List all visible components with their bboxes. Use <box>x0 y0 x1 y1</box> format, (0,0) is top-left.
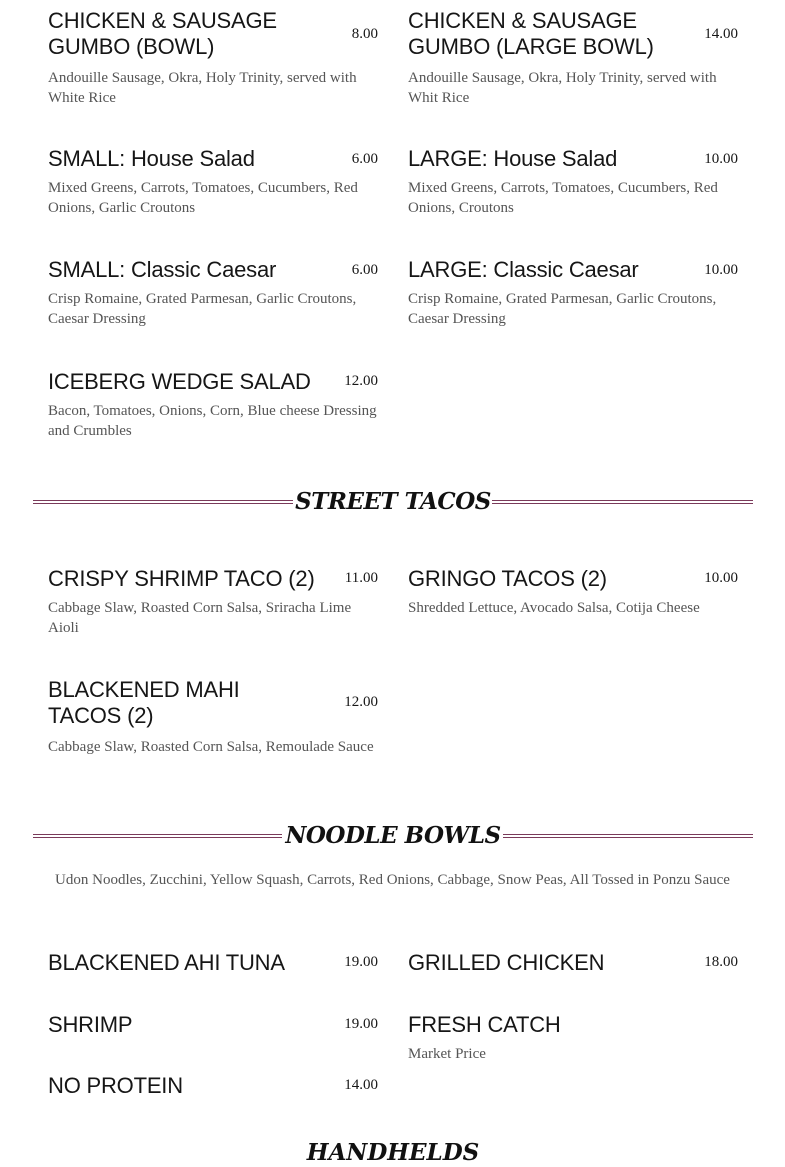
menu-item-price: 18.00 <box>704 954 738 970</box>
menu-item-price: 11.00 <box>344 570 378 586</box>
menu-item-price: 6.00 <box>351 262 378 278</box>
menu-item-name: GRILLED CHICKEN <box>408 950 605 975</box>
menu-item-description: Crisp Romaine, Grated Parmesan, Garlic Croutons, Caesar Dressing <box>408 291 717 327</box>
section-header-street-tacos <box>33 488 753 518</box>
menu-item <box>408 566 738 618</box>
menu-item <box>408 8 738 108</box>
section-header-handhelds <box>33 1139 753 1166</box>
menu-item <box>408 1012 738 1064</box>
menu-item-description: Cabbage Slaw, Roasted Corn Salsa, Remoulade Sauce <box>48 739 374 755</box>
menu-item-price: 14.00 <box>344 1077 378 1093</box>
menu-item-name: LARGE: Classic Caesar <box>408 257 639 282</box>
section-note: Udon Noodles, Zucchini, Yellow Squash, Carrots, Red Onions, Cabbage, Snow Peas, All Tossed in Ponzu Sauce <box>55 872 730 888</box>
menu-item-price: 10.00 <box>704 151 738 167</box>
menu-item-name: BLACKENED MAHI TACOS (2) <box>48 677 240 728</box>
menu-item <box>48 677 378 757</box>
menu-item-description: Bacon, Tomatoes, Onions, Corn, Blue cheese Dressing and Crumbles <box>48 403 377 439</box>
menu-item-price: 19.00 <box>344 1016 378 1032</box>
menu-item-price: 8.00 <box>351 26 378 42</box>
menu-item-name: NO PROTEIN <box>48 1073 183 1098</box>
menu-item-description: Mixed Greens, Carrots, Tomatoes, Cucumbers, Red Onions, Garlic Croutons <box>48 180 358 216</box>
menu-item-description: Andouille Sausage, Okra, Holy Trinity, served with White Rice <box>48 70 357 106</box>
menu-item <box>48 146 378 218</box>
menu-item-price: 14.00 <box>704 26 738 42</box>
menu-item-name: CHICKEN & SAUSAGE GUMBO (BOWL) <box>48 8 277 59</box>
menu-item-name: CRISPY SHRIMP TACO (2) <box>48 566 315 591</box>
menu-item-description: Shredded Lettuce, Avocado Salsa, Cotija Cheese <box>408 600 700 616</box>
menu-item-description: Mixed Greens, Carrots, Tomatoes, Cucumbers, Red Onions, Croutons <box>408 180 718 216</box>
menu-item-name: LARGE: House Salad <box>408 146 618 171</box>
menu-item-name: SMALL: House Salad <box>48 146 255 171</box>
menu-item-description: Cabbage Slaw, Roasted Corn Salsa, Sriracha Lime Aioli <box>48 600 352 636</box>
section-header-noodle-bowls <box>33 822 753 852</box>
menu-item <box>48 257 378 329</box>
menu-item <box>408 950 738 976</box>
menu-item-name: SHRIMP <box>48 1012 133 1037</box>
section-title: HANDHELDS <box>306 1139 480 1166</box>
menu-item <box>48 1073 378 1099</box>
menu-item-name: SMALL: Classic Caesar <box>48 257 277 282</box>
section-title: STREET TACOS <box>295 488 491 515</box>
menu-item <box>48 566 378 638</box>
menu-item <box>48 369 378 441</box>
menu-item-price: 12.00 <box>344 373 378 389</box>
menu-item-price: 10.00 <box>704 570 738 586</box>
menu-item-price: 12.00 <box>344 694 378 710</box>
menu-item <box>408 146 738 218</box>
menu-item-name: GRINGO TACOS (2) <box>408 566 607 591</box>
menu-item-name: CHICKEN & SAUSAGE GUMBO (LARGE BOWL) <box>408 8 654 59</box>
menu-item-name: FRESH CATCH <box>408 1012 561 1037</box>
menu-item <box>48 950 378 976</box>
menu-item-description: Market Price <box>408 1046 486 1062</box>
menu-item-name: BLACKENED AHI TUNA <box>48 950 285 975</box>
menu-item-price: 10.00 <box>704 262 738 278</box>
menu-item-price: 6.00 <box>351 151 378 167</box>
menu-item-price: 19.00 <box>344 954 378 970</box>
menu-item-name: ICEBERG WEDGE SALAD <box>48 369 311 394</box>
menu-item <box>408 257 738 329</box>
menu-item-description: Crisp Romaine, Grated Parmesan, Garlic Croutons, Caesar Dressing <box>48 291 357 327</box>
menu-item <box>48 8 378 108</box>
section-title: NOODLE BOWLS <box>285 822 501 849</box>
menu-item <box>48 1012 378 1038</box>
menu-item-description: Andouille Sausage, Okra, Holy Trinity, served with Whit Rice <box>408 70 717 106</box>
